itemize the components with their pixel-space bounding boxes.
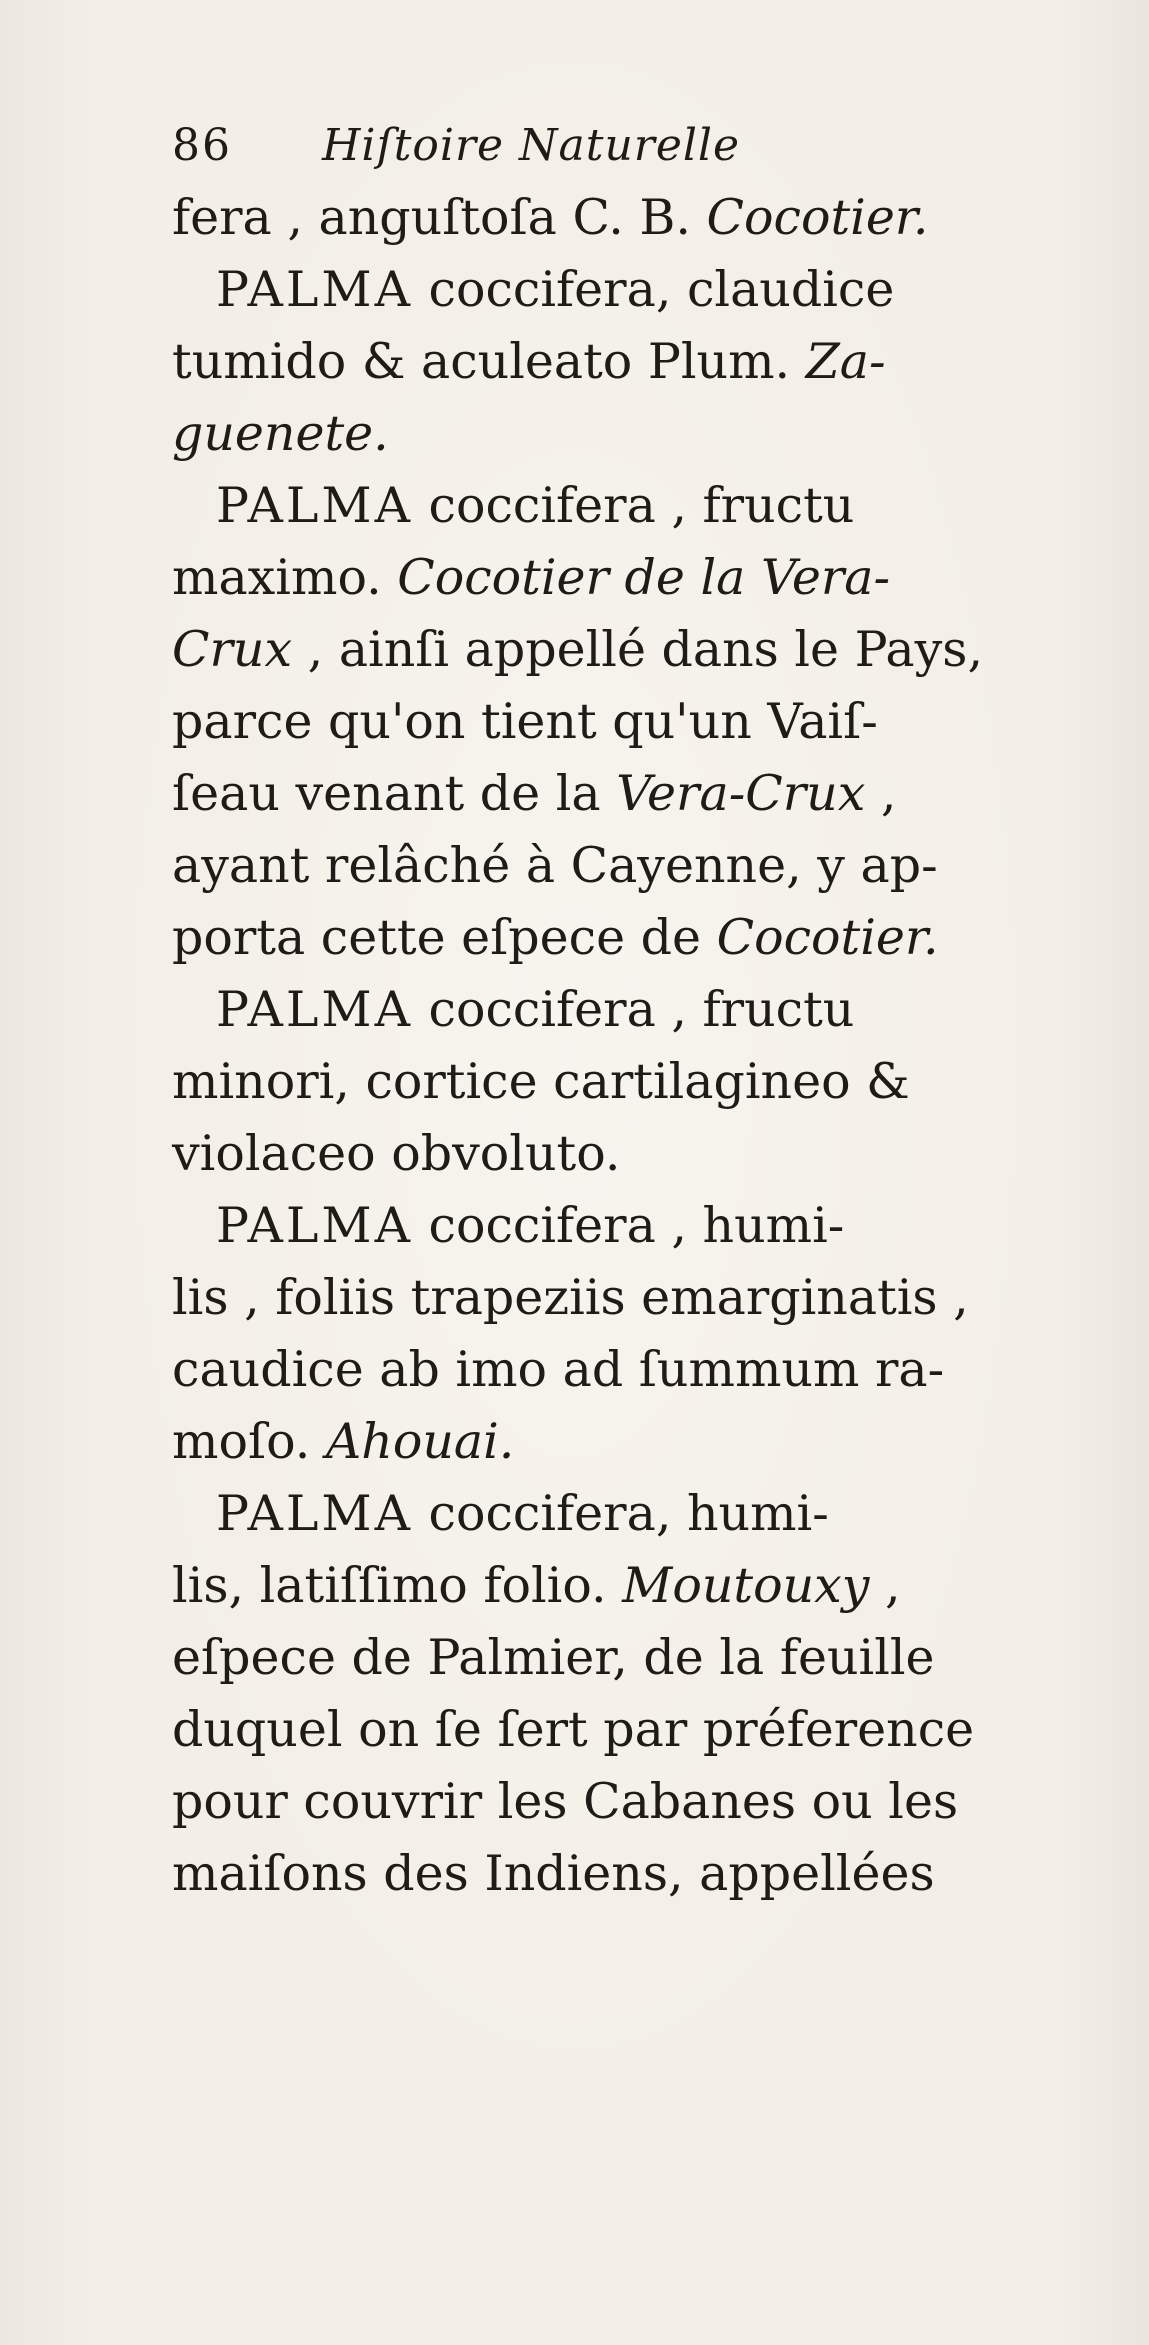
text-span: lis, latiſſimo folio. <box>172 1557 623 1614</box>
text-line-16 <box>172 1262 1062 1334</box>
text-span: coccifera , fructu <box>412 981 855 1038</box>
text-line-1 <box>172 182 1062 254</box>
text-span-caps: PALMA <box>216 1485 413 1542</box>
text-span-caps: PALMA <box>216 981 413 1038</box>
text-span: caudice ab imo ad ſummum ra- <box>172 1341 945 1398</box>
text-span: ayant relâché à Cayenne, y ap- <box>172 837 938 894</box>
text-span-caps: PALMA <box>216 1197 413 1254</box>
text-line-3 <box>172 326 1062 398</box>
text-span-italic: Za- <box>805 333 886 390</box>
text-line-12 <box>172 974 1062 1046</box>
text-span: , <box>865 765 897 822</box>
text-span: pour couvrir les Cabanes ou les <box>172 1773 959 1830</box>
text-span: fera , anguſtoſa C. B. <box>172 189 707 246</box>
text-span: coccifera, humi- <box>412 1485 829 1542</box>
text-line-14 <box>172 1118 1062 1190</box>
text-block <box>172 110 1062 1910</box>
text-span: duquel on ſe ſert par préference <box>172 1701 975 1758</box>
text-span: violaceo obvoluto. <box>172 1125 621 1182</box>
text-line-20 <box>172 1550 1062 1622</box>
text-line-8 <box>172 686 1062 758</box>
text-span-italic: Moutouxy <box>622 1557 870 1614</box>
text-line-23 <box>172 1766 1062 1838</box>
text-line-9 <box>172 758 1062 830</box>
text-span-italic: Cocotier. <box>706 189 929 246</box>
text-line-2 <box>172 254 1062 326</box>
text-span-italic: Cocotier de la Vera- <box>397 549 891 606</box>
text-span: maximo. <box>172 549 398 606</box>
text-span: , <box>869 1557 901 1614</box>
text-span-italic: guenete. <box>172 405 389 462</box>
text-span: , ainſi appellé dans le Pays, <box>292 621 984 678</box>
text-line-5 <box>172 470 1062 542</box>
text-line-4 <box>172 398 1062 470</box>
text-span: coccifera, claudice <box>412 261 895 318</box>
text-line-24 <box>172 1838 1062 1910</box>
text-line-22 <box>172 1694 1062 1766</box>
text-span: tumido & aculeato Plum. <box>172 333 806 390</box>
text-line-21 <box>172 1622 1062 1694</box>
text-span-italic: Ahouai. <box>325 1413 515 1470</box>
text-span: porta cette eſpece de <box>172 909 717 966</box>
text-span: maiſons des Indiens, appellées <box>172 1845 935 1902</box>
text-line-11 <box>172 902 1062 974</box>
page-number: 86 <box>172 120 232 171</box>
text-line-19 <box>172 1478 1062 1550</box>
text-span: minori, cortice cartilagineo & <box>172 1053 910 1110</box>
text-span-caps: PALMA <box>216 477 413 534</box>
text-span: parce qu'on tient qu'un Vaiſ- <box>172 693 878 750</box>
text-span: moſo. <box>172 1413 326 1470</box>
text-line-13 <box>172 1046 1062 1118</box>
text-span: eſpece de Palmier, de la feuille <box>172 1629 935 1686</box>
text-span: coccifera , fructu <box>412 477 855 534</box>
text-span: coccifera , humi- <box>412 1197 845 1254</box>
text-line-7 <box>172 614 1062 686</box>
page-header <box>172 110 1062 182</box>
text-line-6 <box>172 542 1062 614</box>
text-line-18 <box>172 1406 1062 1478</box>
text-span: ſeau venant de la <box>172 765 617 822</box>
text-line-15 <box>172 1190 1062 1262</box>
text-line-10 <box>172 830 1062 902</box>
running-title: Hiſtoire Naturelle <box>322 120 741 171</box>
text-span: lis , foliis trapeziis emarginatis , <box>172 1269 969 1326</box>
text-span-italic: Crux <box>172 621 293 678</box>
text-line-17 <box>172 1334 1062 1406</box>
text-span-italic: Cocotier. <box>716 909 939 966</box>
text-span-italic: Vera-Crux <box>616 765 866 822</box>
text-span-caps: PALMA <box>216 261 413 318</box>
